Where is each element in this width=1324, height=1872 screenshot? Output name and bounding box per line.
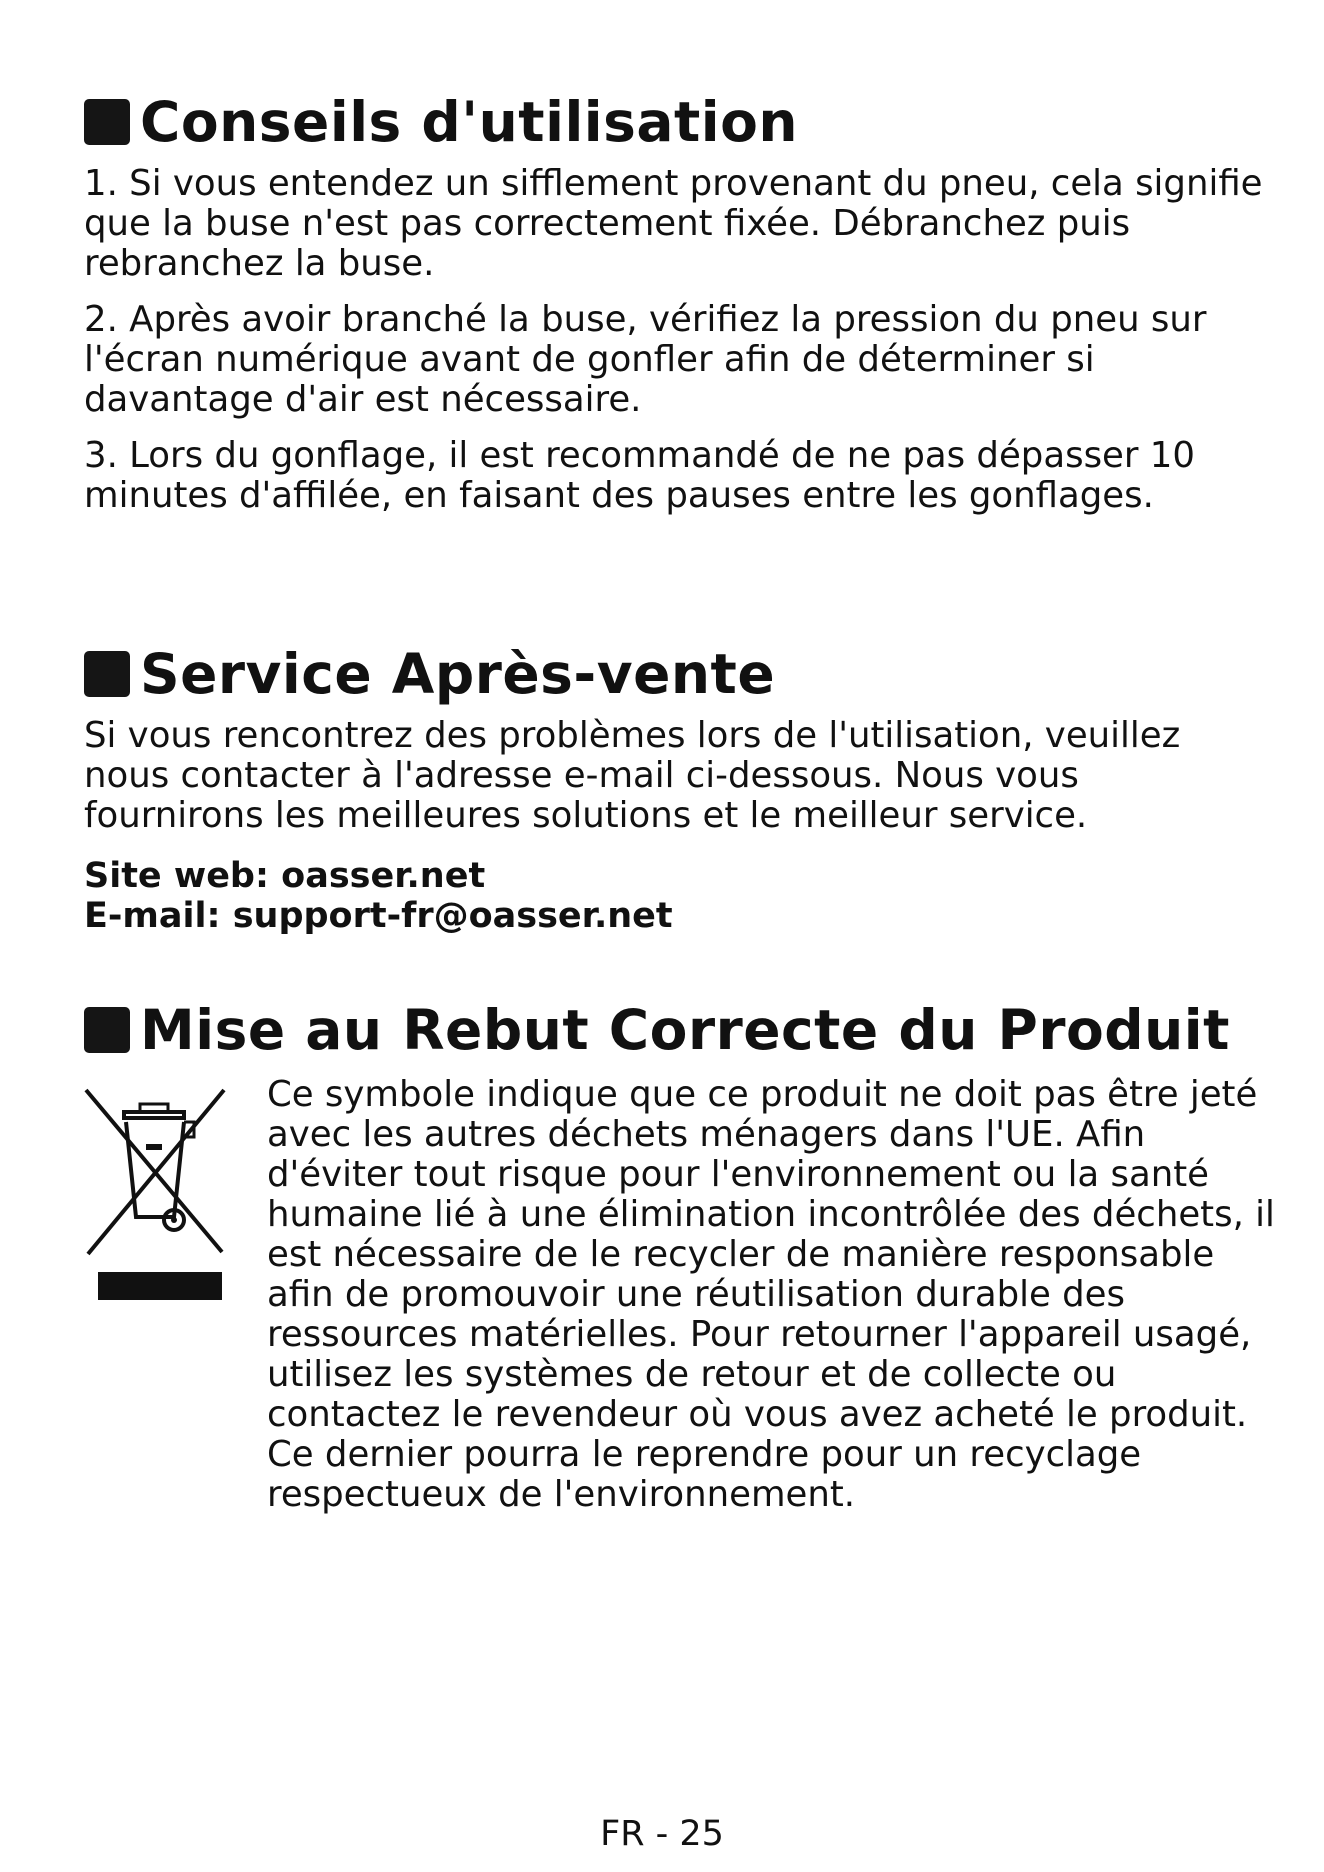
usage-tips: [84, 164, 1264, 532]
contact-info: [84, 856, 673, 936]
crossed-out-wheelie-bin-icon: [82, 1082, 228, 1302]
disposal-body: Ce symbole indique que ce produit ne doit pas être jeté avec les autres déchets ménagers dans l'UE. Afin d'éviter tout risque pour l'environnement ou la santé humaine lié à une élimination incontrôlée des déchets, il est nécessaire de le recycler de manière responsable afin de promouvoir une réutilisation durable des ressources matérielles. Pour retourner l'appareil usagé, utilisez les systèmes de retour et de collecte ou contactez le revendeur où vous avez acheté le produit. Ce dernier pourra le reprendre pour un recyclage respectueux de l'environnement.: [267, 1074, 1275, 1515]
section-title: Mise au Rebut Correcte du Produit: [140, 998, 1230, 1062]
section-heading-service: [84, 644, 775, 704]
square-bullet-icon: [84, 651, 130, 697]
website-line: Site web: oasser.net: [84, 856, 486, 896]
usage-tip-3: 3. Lors du gonflage, il est recommandé de ne pas dépasser 10 minutes d'affilée, en faisant des pauses entre les gonflages.: [84, 435, 1195, 516]
section-title: Conseils d'utilisation: [140, 90, 799, 154]
usage-tip-2: 2. Après avoir branché la buse, vérifiez la pression du pneu sur l'écran numérique avant de gonfler afin de déterminer si davantage d'air est nécessaire.: [84, 299, 1207, 420]
service-text: [84, 716, 1264, 852]
section-title: Service Après-vente: [140, 642, 776, 706]
service-body: Si vous rencontrez des problèmes lors de l'utilisation, veuillez nous contacter à l'adresse e-mail ci-dessous. Nous vous fournirons les meilleures solutions et le meilleur service.: [84, 715, 1181, 836]
square-bullet-icon: [84, 1007, 130, 1053]
section-heading-disposal: [84, 1000, 1230, 1060]
section-heading-usage: [84, 92, 798, 152]
usage-tip-1: 1. Si vous entendez un sifflement provenant du pneu, cela signifie que la buse n'est pas correctement fixée. Débranchez puis rebranchez la buse.: [84, 163, 1263, 284]
email-line: E-mail: support-fr@oasser.net: [84, 896, 673, 936]
page-number: FR - 25: [600, 1814, 724, 1854]
square-bullet-icon: [84, 99, 130, 145]
